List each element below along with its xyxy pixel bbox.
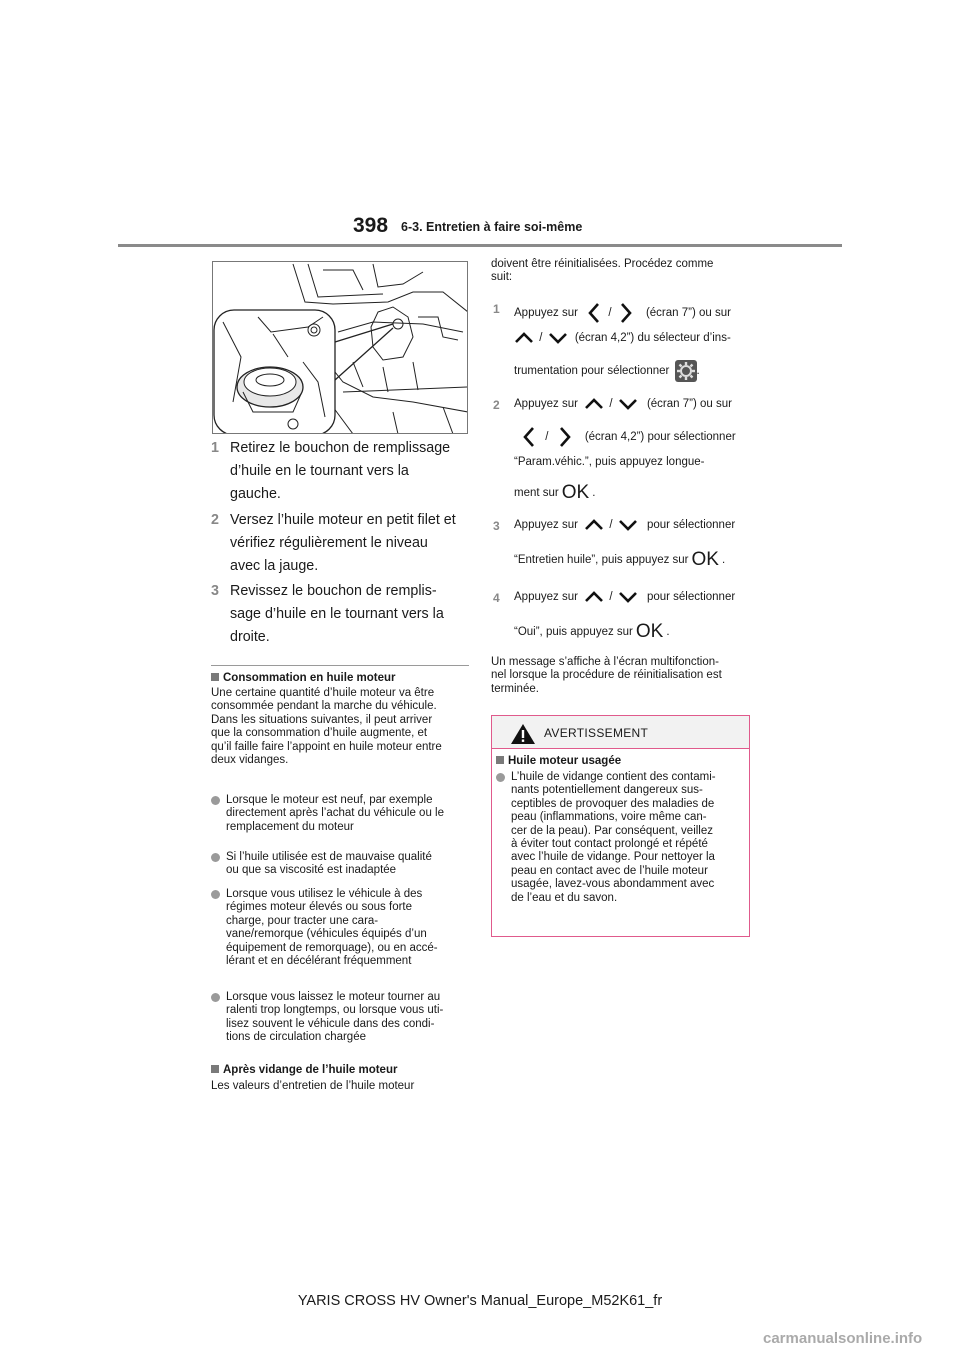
warning-box: [491, 715, 750, 937]
step-number: 2: [493, 398, 500, 412]
bullet-dot-icon: [496, 773, 505, 782]
step-1: [211, 437, 471, 506]
ok-button-icon: OK: [561, 482, 590, 503]
step-line: gauche.: [230, 486, 281, 502]
ok-button-icon: OK: [635, 621, 664, 642]
after-change-heading: Après vidange de l’huile moteur: [211, 1063, 397, 1077]
warning-triangle-icon: [510, 723, 536, 745]
step-line: sage d’huile en le tournant vers la: [230, 606, 444, 622]
step-line: Revissez le bouchon de remplis-: [230, 583, 437, 599]
step-number: 3: [493, 519, 500, 533]
list-item: Lorsque vous laissez le moteur tourner au ralenti trop longtemps, ou lorsque vous uti- lisez souvent le véhicule dans des condi- tions de circulation chargée: [211, 991, 473, 1045]
chevron-down-icon: [618, 519, 638, 531]
square-bullet-icon: [496, 756, 504, 764]
list-item: Si l’huile utilisée est de mauvaise qualité ou que sa viscosité est inadaptée: [211, 851, 473, 878]
section-title: 6-3. Entretien à faire soi-même: [401, 220, 583, 234]
oil-cap-illustration: [212, 261, 468, 434]
step-number: 3: [211, 583, 219, 599]
footer: YARIS CROSS HV Owner's Manual_Europe_M52K61_fr: [297, 1293, 663, 1309]
step-number: 4: [493, 591, 500, 605]
bullet-dot-icon: [211, 890, 220, 899]
chevron-right-icon: [558, 426, 572, 448]
warning-title: AVERTISSEMENT: [544, 726, 649, 740]
step-number: 1: [493, 302, 500, 316]
warning-header: [492, 716, 749, 749]
chevron-left-icon: [522, 426, 536, 448]
chevron-up-icon: [584, 591, 604, 603]
step-line: vérifiez régulièrement le niveau: [230, 535, 428, 551]
chevron-down-icon: [548, 332, 568, 344]
consumption-heading: Consommation en huile moteur: [211, 671, 396, 685]
chevron-up-icon: [584, 398, 604, 410]
reset-step-1: 1 Appuyez sur / (écran 7”) ou sur / (écran 4,2”) du sélecteur d’ins- trumentation pour sélectionner .: [493, 302, 755, 382]
reset-step-4: 4 Appuyez sur / pour sélectionner “Oui”, puis appuyez sur OK .: [493, 591, 736, 642]
square-bullet-icon: [211, 1065, 219, 1073]
page-number: 398: [353, 214, 389, 237]
bullet-dot-icon: [211, 993, 220, 1002]
list-item: Lorsque le moteur est neuf, par exemple directement après l’achat du véhicule ou le remplacement du moteur: [211, 794, 473, 834]
watermark: carmanualsonline.info: [763, 1330, 923, 1347]
step-2: [211, 509, 471, 578]
gear-icon: [675, 360, 697, 382]
chevron-up-icon: [514, 332, 534, 344]
step-line: Versez l’huile moteur en petit filet et: [230, 512, 456, 528]
consumption-intro: Une certaine quantité d’huile moteur va être consommée pendant la marche du véhicule. Dans les situations suivantes, il peut arriver que la consommation d’huile augmente, et qu’il faille faire l’appoint en huile moteur entre deux vidanges.: [211, 687, 442, 767]
reset-intro: doivent être réinitialisées. Procédez comme suit:: [491, 258, 714, 284]
square-bullet-icon: [211, 673, 219, 681]
after-change-text: Les valeurs d’entretien de l’huile moteur: [211, 1080, 415, 1092]
chevron-down-icon: [618, 398, 638, 410]
step-3: [211, 580, 471, 649]
step-line: Retirez le bouchon de remplissage: [230, 440, 451, 456]
bullet-dot-icon: [211, 796, 220, 805]
reset-step-2: 2 Appuyez sur / (écran 7”) ou sur / (écran 4,2”) pour sélectionner “Param.véhic.”, puis appuyez longue- ment sur OK .: [493, 398, 736, 503]
warning-heading: Huile moteur usagée: [496, 754, 621, 768]
step-line: avec la jauge.: [230, 558, 319, 574]
chevron-left-icon: [587, 302, 601, 324]
step-number: 1: [211, 440, 219, 456]
bullet-dot-icon: [211, 853, 220, 862]
list-item: Lorsque vous utilisez le véhicule à des régimes moteur élevés ou sous forte charge, pour tracter une cara- vane/remorque (véhicules équipés d’un équipement de remorquage), ou en accé- lérant et en décélérant fréquemment: [211, 888, 473, 968]
reset-step-3: 3 Appuyez sur / pour sélectionner “Entretien huile”, puis appuyez sur OK .: [493, 519, 736, 570]
ok-button-icon: OK: [691, 549, 719, 570]
step-number: 2: [211, 512, 219, 528]
section-divider: [211, 665, 469, 666]
header-rule: [118, 244, 842, 247]
warning-text: L’huile de vidange contient des contami- nants potentiellement dangereux sus- ceptibles de provoquer des maladies de peau (inflammations, voire même can- cer de la peau). Par conséquent, veillez à éviter tout contact prolongé et répété avec l’huile de vidange. Pour nettoyer la peau en contact avec de l’huile moteur usagée, lavez-vous abondamment avec de l’eau et du savon.: [496, 771, 746, 905]
chevron-up-icon: [584, 519, 604, 531]
chevron-right-icon: [619, 302, 633, 324]
reset-outro: Un message s’affiche à l’écran multifonction- nel lorsque la procédure de réinitialisation est terminée.: [491, 656, 722, 695]
step-line: d’huile en le tournant vers la: [230, 463, 409, 479]
step-line: droite.: [230, 629, 270, 645]
chevron-down-icon: [618, 591, 638, 603]
